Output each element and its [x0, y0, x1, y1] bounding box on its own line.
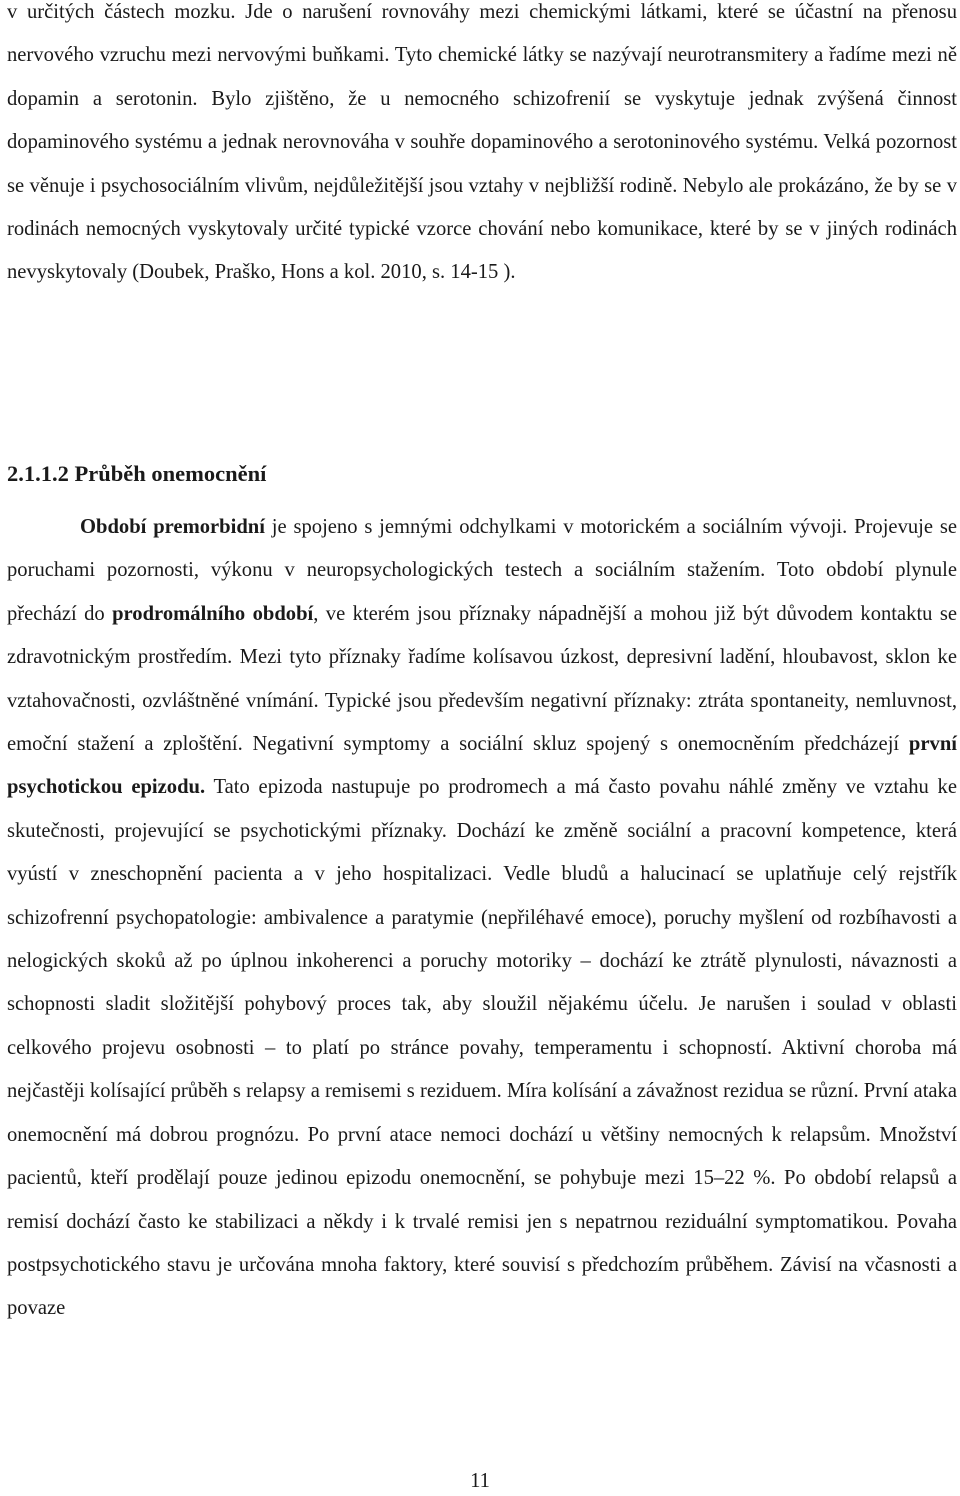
section-heading: 2.1.1.2 Průběh onemocnění — [7, 461, 267, 486]
paragraph-text: Tato epizoda nastupuje po prodromech a má často povahu náhlé změny ve vztahu ke skutečnosti, projevující se psychotickými příznaky. Dochází ke změně sociální a pracovní kompetence, která vyústí v zneschopnění pacienta a v jeho hospitalizaci. Vedle bludů a halucinací se uplatňuje celý rejstřík schizofrenní psychopatologie: ambivalence a paratymie (nepřiléhavé emoce), poruchy myšlení od rozbíhavosti a nelogických skoků až po úplnou inkoherenci a poruchy motoriky – dochází ke ztrátě plynulosti, návaznosti a schopnosti sladit složitější pohybový proces tak, aby sloužil nějakému účelu. Je narušen i soulad v oblasti celkového projevu osobnosti – to platí po stránce povahy, temperamentu i schopností. Aktivní choroba má nejčastěji kolísající průběh s relapsy a remisemi s reziduem. Míra kolísání a závažnost rezidua se různí. První ataka onemocnění má dobrou prognózu. Po první atace nemoci dochází u většiny nemocných k relapsům. Množství pacientů, kteří prodělají pouze jedinou epizodu onemocnění, se pohybuje mezi 15–22 %. Po období relapsů a remisí dochází často ke stabilizaci a někdy i k trvalé remisi jen s nepatrnou reziduální symptomatikou. Povaha postpsychotického stavu je určována mnoha faktory, které souvisí s předchozím průběhem. Závisí na včasnosti a povaze — [7, 776, 957, 1320]
bold-term: Období premorbidní — [80, 516, 265, 538]
bold-term: první psychotickou epizodu. — [7, 733, 957, 799]
body-paragraph: v určitých částech mozku. Jde o narušení rovnováhy mezi chemickými látkami, které se účastní na přenosu nervového vzruchu mezi nervovými buňkami. Tyto chemické látky se nazývají neurotransmitery a řadíme mezi ně dopamin a serotonin. Bylo zjištěno, že u nemocného schizofrenií se vyskytuje jednak zvýšená činnost dopaminového systému a jednak nerovnováha v souhře dopaminového a serotoninového systému. Velká pozornost se věnuje i psychosociálním vlivům, nejdůležitější jsou vztahy v nejbližší rodině. Nebylo ale prokázáno, že by se v rodinách nemocných vyskytovaly určité typické vzorce chování nebo komunikace, které by se v jiných rodinách nevyskytovaly (Doubek, Praško, Hons a kol. 2010, s. 14-15 ). — [7, 1, 957, 284]
paragraph-text: je spojeno s jemnými odchylkami v motorickém a sociálním vývoji. Projevuje se poruchami pozornosti, výkonu v neuropsychologických testech a sociálním stažením. Toto období plynule přechází do — [7, 516, 957, 625]
body-paragraph — [7, 506, 957, 1331]
page-number: 11 — [470, 1470, 490, 1492]
paragraph-text: , ve kterém jsou příznaky nápadnější a mohou již být důvodem kontaktu se zdravotnickým prostředím. Mezi tyto příznaky řadíme kolísavou úzkost, depresivní ladění, hloubavost, sklon ke vztahovačnosti, ozvláštněné vnímání. Typické jsou především negativní příznaky: ztráta spontaneity, nemluvnost, emoční stažení a zploštění. Negativní symptomy a sociální skluz spojený s onemocněním předcházejí — [7, 602, 957, 756]
bold-term: prodromálního období — [112, 602, 314, 625]
